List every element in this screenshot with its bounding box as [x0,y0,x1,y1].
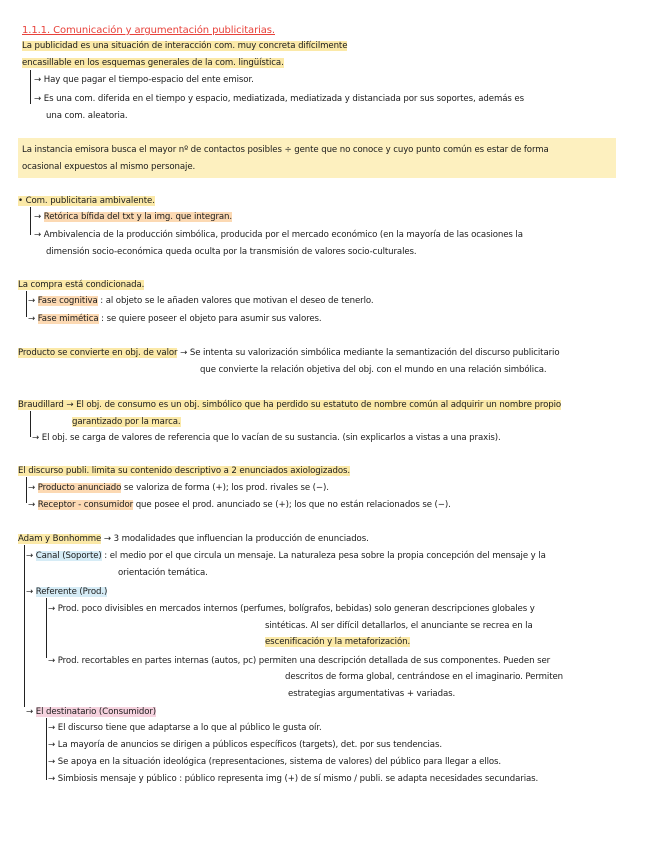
baudrillard-bullet: → El obj. se carga de valores de referencia que lo vacían de su sustancia. (sin explicarlos a vistas a una praxis). [32,433,501,443]
discurso-bullet-2: → Receptor - consumidor que posee el prod. anunciado se (+); los que no están relacionados se (−). [28,500,451,510]
referente-1a: → Prod. poco divisibles en mercados internos (perfumes, bolígrafos, bebidas) solo generan descripciones globales y [48,604,535,614]
intro-line-2: encasillable en los esquemas generales de la com. lingüística. [22,58,284,68]
destinatario-4: → Simbiosis mensaje y público : público representa img (+) de sí mismo / publi. se adapta necesidades secundarias. [48,774,539,784]
compra-bullet-1: → Fase cognitiva : al objeto se le añaden valores que motivan el deseo de tenerlo. [28,296,374,306]
canal-line-2: orientación temática. [118,568,208,578]
ambivalente-head: • Com. publicitaria ambivalente. [18,196,155,206]
ambivalente-bullet-2a: → Ambivalencia de la producción simbólica, producida por el mercado económico (en la mayoría de las ocasiones la [34,230,523,240]
referente-1b: sintéticas. Al ser difícil detallarlos, el anunciante se recrea en la [265,621,533,631]
baudrillard-line-2: garantizado por la marca. [72,417,181,427]
referente-1c: escenificación y la metaforización. [265,637,411,647]
ambivalente-bullet-1: → Retórica bífida del txt y la img. que integran. [34,212,233,222]
instancia-line-2: ocasional expuestos al mismo personaje. [22,162,196,172]
compra-head: La compra está condicionada. [18,280,145,290]
destinatario-1: → El discurso tiene que adaptarse a lo que al público le gusta oír. [48,723,322,733]
destinatario-3: → Se apoya en la situación ideológica (representaciones, sistema de valores) del público para llegar a ellos. [48,757,502,767]
referente-head: → Referente (Prod.) [26,587,108,597]
instancia-line-1: La instancia emisora busca el mayor nº de contactos posibles ÷ gente que no conoce y cuyo punto común es estar de forma [22,145,549,155]
producto-line-2: que convierte la relación objetiva del obj. con el mundo en una relación simbólica. [200,365,547,375]
intro-line-1: La publicidad es una situación de interacción com. muy concreta difícilmente [22,41,348,51]
page-title: 1.1.1. Comunicación y argumentación publicitarias. [22,25,275,36]
ambivalente-bullet-2b: dimensión socio-económica queda oculta por la transmisión de valores socio-culturales. [46,247,417,257]
referente-2a: → Prod. recortables en partes internas (autos, pc) permiten una descripción detallada de sus componentes. Pueden ser [48,656,551,666]
canal-line-1: → Canal (Soporte) : el medio por el que circula un mensaje. La naturaleza pesa sobre la propia concepción del mensaje y la [26,551,546,561]
intro-bullet-2a: → Es una com. diferida en el tiempo y espacio, mediatizada, mediatizada y distanciada por sus soportes, además es [34,94,524,104]
referente-2b: descritos de forma global, centrándose en el imaginario. Permiten [285,672,564,682]
baudrillard-line-1: Braudillard → El obj. de consumo es un obj. simbólico que ha perdido su estatuto de nombre común al adquirir un nombre propio [18,400,562,410]
referente-2c: estrategias argumentativas + variadas. [288,689,456,699]
destinatario-2: → La mayoría de anuncios se dirigen a públicos específicos (targets), det. por sus tendencias. [48,740,442,750]
compra-bullet-2: → Fase mimética : se quiere poseer el objeto para asumir sus valores. [28,314,322,324]
producto-line-1: Producto se convierte en obj. de valor → Se intenta su valorización simbólica mediante la semantización del discurso publicitario [18,348,560,358]
intro-bullet-1: → Hay que pagar el tiempo-espacio del ente emisor. [34,75,254,85]
destinatario-head: → El destinatario (Consumidor) [26,707,157,717]
adam-head: Adam y Bonhomme → 3 modalidades que influencian la producción de enunciados. [18,534,369,544]
discurso-head: El discurso publi. limita su contenido descriptivo a 2 enunciados axiologizados. [18,466,351,476]
discurso-bullet-1: → Producto anunciado se valoriza de forma (+); los prod. rivales se (−). [28,483,329,493]
intro-bullet-2b: una com. aleatoria. [46,111,128,121]
